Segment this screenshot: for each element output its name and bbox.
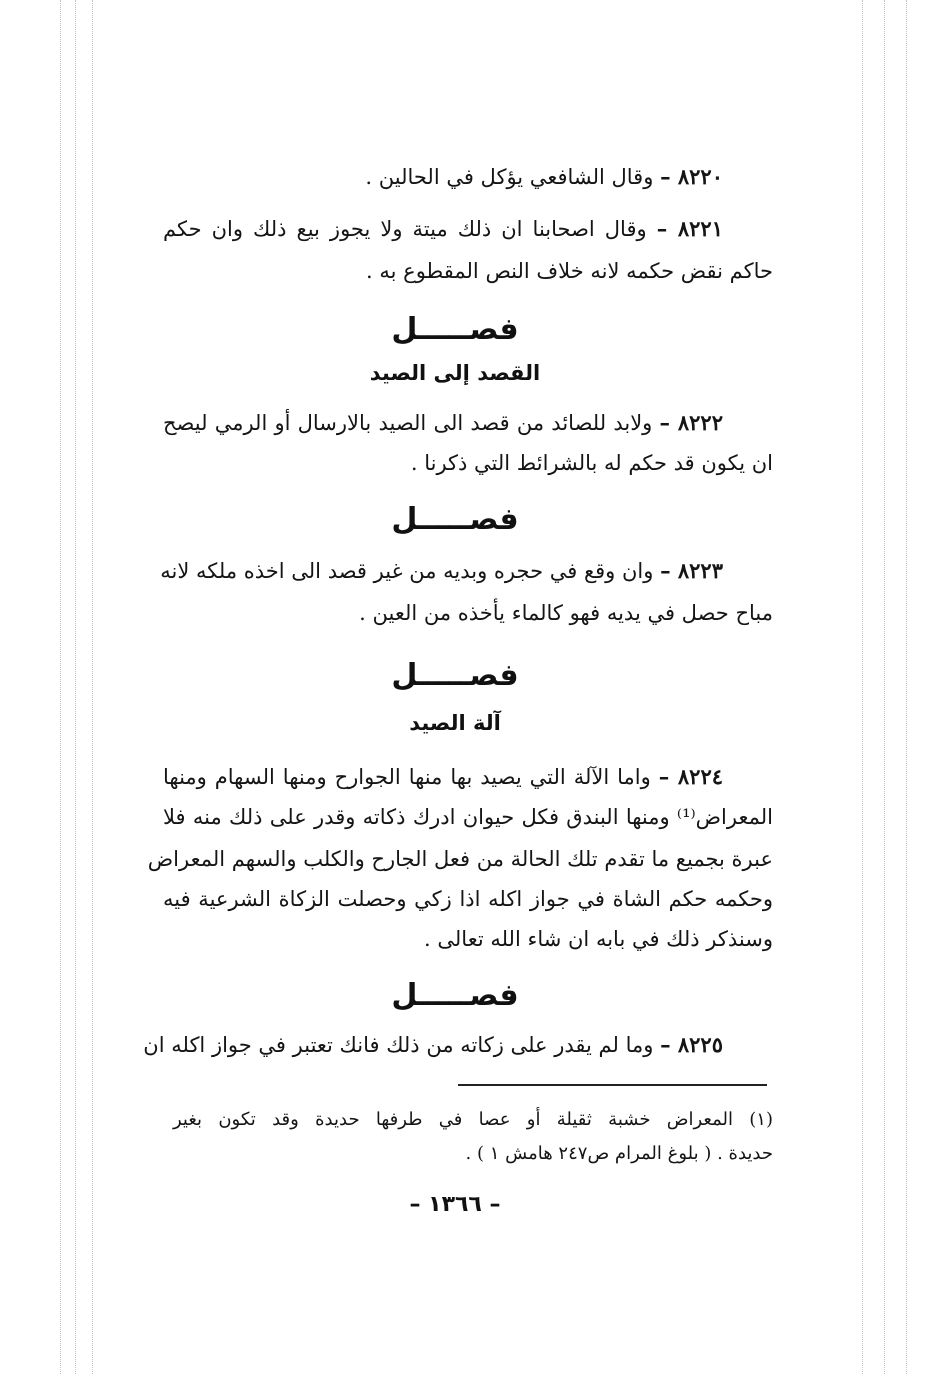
section-heading-fasl: فصـــــل xyxy=(391,658,519,693)
paragraph-8221 xyxy=(163,214,723,244)
paragraph-8224 xyxy=(163,762,723,792)
footnote-separator xyxy=(458,1084,767,1086)
paragraph-text: وقال اصحابنا ان ذلك ميتة ولا يجوز بيع ذلك وان حكم xyxy=(163,217,647,241)
paragraph-8224-line-2: المعراض⁽¹⁾ ومنها البندق فكل حيوان ادرك ذكاته وقدر على ذلك منه فلا xyxy=(163,805,773,829)
page-number: – ١٣٦٦ – xyxy=(409,1192,501,1217)
paragraph-8223 xyxy=(160,556,723,586)
section-heading-fasl: فصـــــل xyxy=(391,502,519,537)
paragraph-text: ولابد للصائد من قصد الى الصيد بالارسال أو الرمي ليصح xyxy=(163,411,653,435)
footnote-line-1: (١) المعراض خشبة ثقيلة أو عصا في طرفها حديدة وقد تكون بغير xyxy=(173,1109,773,1130)
paragraph-number: ٨٢٢٤ – xyxy=(658,764,724,789)
paragraph-8225 xyxy=(143,1030,723,1060)
paragraph-8222-line-2: ان يكون قد حكم له بالشرائط التي ذكرنا . xyxy=(410,451,773,475)
paragraph-8224-line-5: وسنذكر ذلك في بابه ان شاء الله تعالى . xyxy=(424,927,773,951)
paragraph-text: وان وقع في حجره وبديه من غير قصد الى اخذه ملكه لانه xyxy=(160,559,654,583)
section-subheading-ala: آلة الصيد xyxy=(409,711,501,735)
footnote-line-2: حديدة . ( بلوغ المرام ص٢٤٧ هامش ١ ) . xyxy=(465,1143,773,1164)
paragraph-number: ٨٢٢٥ – xyxy=(660,1032,723,1057)
paragraph-8224-line-4: وحكمه حكم الشاة في جواز اكله اذا زكي وحصلت الزكاة الشرعية فيه xyxy=(163,887,773,911)
paragraph-text: وقال الشافعي يؤكل في الحالين . xyxy=(365,165,654,189)
section-heading-fasl: فصـــــل xyxy=(391,978,519,1013)
paragraph-text: وما لم يقدر على زكاته من ذلك فانك تعتبر في جواز اكله ان xyxy=(143,1033,654,1057)
paragraph-8221-line-2: حاكم نقض حكمه لانه خلاف النص المقطوع به . xyxy=(366,259,773,283)
paragraph-8222 xyxy=(163,408,723,438)
paragraph-number: ٨٢٢٣ – xyxy=(660,558,723,583)
paragraph-8223-line-2: مباح حصل في يديه فهو كالماء يأخذه من العين . xyxy=(359,601,773,625)
section-subheading-qasd: القصد إلى الصيد xyxy=(369,361,541,385)
paragraph-8224-line-3: عبرة بجميع ما تقدم تلك الحالة من فعل الجارح والكلب والسهم المعراض xyxy=(147,847,773,871)
paragraph-8220 xyxy=(365,162,723,192)
section-heading-fasl: فصـــــل xyxy=(391,312,519,347)
paragraph-number: ٨٢٢٢ – xyxy=(659,410,723,435)
paragraph-number: ٨٢٢٠ – xyxy=(660,164,723,189)
paragraph-number: ٨٢٢١ – xyxy=(656,216,723,241)
paragraph-text: واما الآلة التي يصيد بها منها الجوارح ومنها السهام ومنها xyxy=(163,765,651,789)
